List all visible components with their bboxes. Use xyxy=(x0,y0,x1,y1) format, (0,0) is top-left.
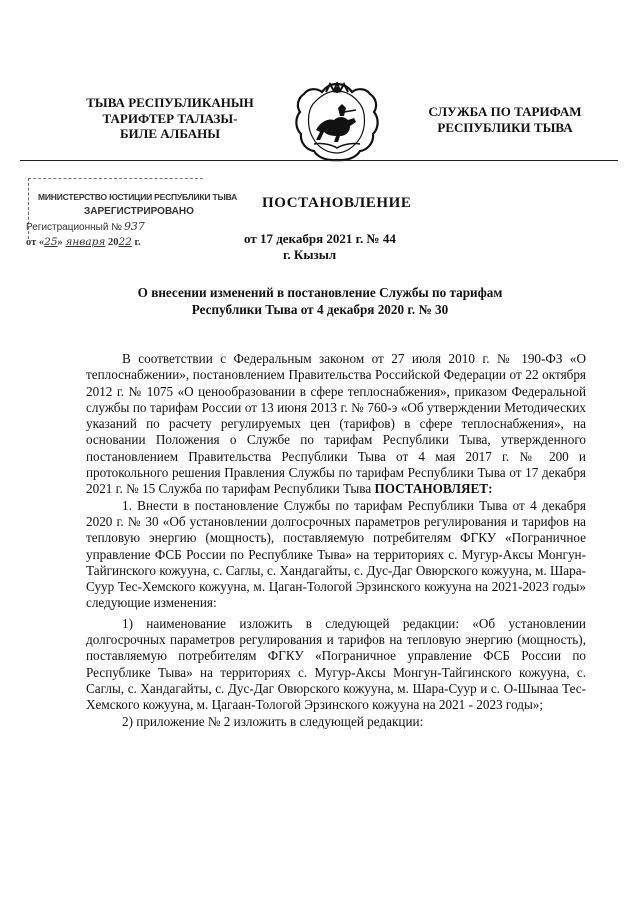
stamp-date-suffix: г. xyxy=(131,237,141,248)
intro-paragraph xyxy=(86,351,586,498)
stamp-date-year-prefix: 20 xyxy=(105,237,119,248)
stamp-reg-number: 937 xyxy=(123,220,145,233)
header-right-line: СЛУЖБА ПО ТАРИФАМ xyxy=(428,104,582,119)
stamp-date-day: 25 xyxy=(44,236,58,248)
header-left-line: ТЫВА РЕСПУБЛИКАНЫН xyxy=(86,95,254,110)
document-title: ПОСТАНОВЛЕНИЕ xyxy=(262,195,412,211)
stamp-reg-label: Регистрационный № xyxy=(26,222,122,233)
registration-stamp xyxy=(14,164,238,254)
stamp-reg-line xyxy=(26,220,145,233)
stamp-date-month: января xyxy=(65,236,106,248)
item-1-paragraph: 1. Внести в постановление Службы по тарифам Республики Тыва от 4 декабря 2020 г. № 30 «Об установлении долгосрочных параметров регулирования и тарифов на тепловую энергию (мощность), поставляемую потребителям ФГКУ «Пограничное управление ФСБ России по Республике Тыва» на территориях с. Мугур-Аксы Монгун-Тайгинского кожууна, с. Саглы, с. Хандагайты, с. Дус-Даг Овюрского кожууна, м. Шара-Суур Тес-Хемского кожууна, м. Цаган-Тологой Эрзинского кожууна на 2021-2023 годы» следующие изменения: xyxy=(86,497,586,611)
stamp-date-line xyxy=(26,236,141,248)
document-date-number: от 17 декабря 2021 г. № 44 xyxy=(244,231,396,246)
stamp-date-sep: » xyxy=(57,237,66,248)
header-left-line: ТАРИФТЕР ТАЛАЗЫ- xyxy=(102,110,238,126)
header-right-org xyxy=(410,104,600,135)
document-subject: О внесении изменений в постановление Службы по тарифам Республики Тыва от 4 декабря 2020 г. № 30 xyxy=(137,285,503,317)
sub-item-2-paragraph: 2) приложение № 2 изложить в следующей редакции: xyxy=(122,713,424,729)
stamp-date-prefix: от « xyxy=(26,237,45,248)
intro-text: В соответствии с Федеральным законом от 27 июля 2010 г. № 190-ФЗ «О теплоснабжении», постановлением Правительства Российской Федерации от 22 октября 2012 г. № 1075 «О ценообразовании в сфере теплоснабжения», приказом Федеральной службы по тарифам России от 13 июня 2013 г. № 760-э «Об утверждении Методических указаний по расчету регулируемых цен (тарифов) в сфере теплоснабжения», на основании Положения о Службе по тарифам Республики Тыва, утвержденного постановлением Правительства Республики Тыва от 4 мая 2017 г. № 200 и протокольного решения Правления Службы по тарифам Республики Тыва от 17 декабря 2021 г. № 15 Служба по тарифам Республики Тыва xyxy=(86,351,586,497)
document-city: г. Кызыл xyxy=(283,247,337,262)
header-divider xyxy=(20,160,618,161)
header-left-org xyxy=(70,95,270,142)
intro-resolve: ПОСТАНОВЛЯЕТ: xyxy=(374,481,493,497)
header-left-line: БИЛЕ АЛБАНЫ xyxy=(119,126,221,141)
stamp-registered: ЗАРЕГИСТРИРОВАНО xyxy=(84,206,194,217)
sub-item-1-paragraph: 1) наименование изложить в следующей редакции: «Об установлении долгосрочных параметров регулирования и тарифов на тепловую энергию (мощность), поставляемую потребителям ФГКУ «Пограничное управление ФСБ России по Республике Тыва» на территориях с. Мугур-Аксы Монгун-Тайгинского кожууна, с. Саглы, с. Хандагайты, с. Дус-Даг Овюрского кожууна, м. Шара-Суур и с. О-Шынаа Тес-Хемского кожууна, м. Цагаан-Тологой Эрзинского кожууна на 2021 - 2023 годы»; xyxy=(86,615,586,713)
stamp-ministry: МИНИСТЕРСТВО ЮСТИЦИИ РЕСПУБЛИКИ ТЫВА xyxy=(38,192,238,202)
tuva-emblem-icon xyxy=(294,82,380,162)
document-body xyxy=(86,351,586,730)
stamp-date-year: 22 xyxy=(118,236,132,248)
header-right-line: РЕСПУБЛИКИ ТЫВА xyxy=(437,119,573,135)
